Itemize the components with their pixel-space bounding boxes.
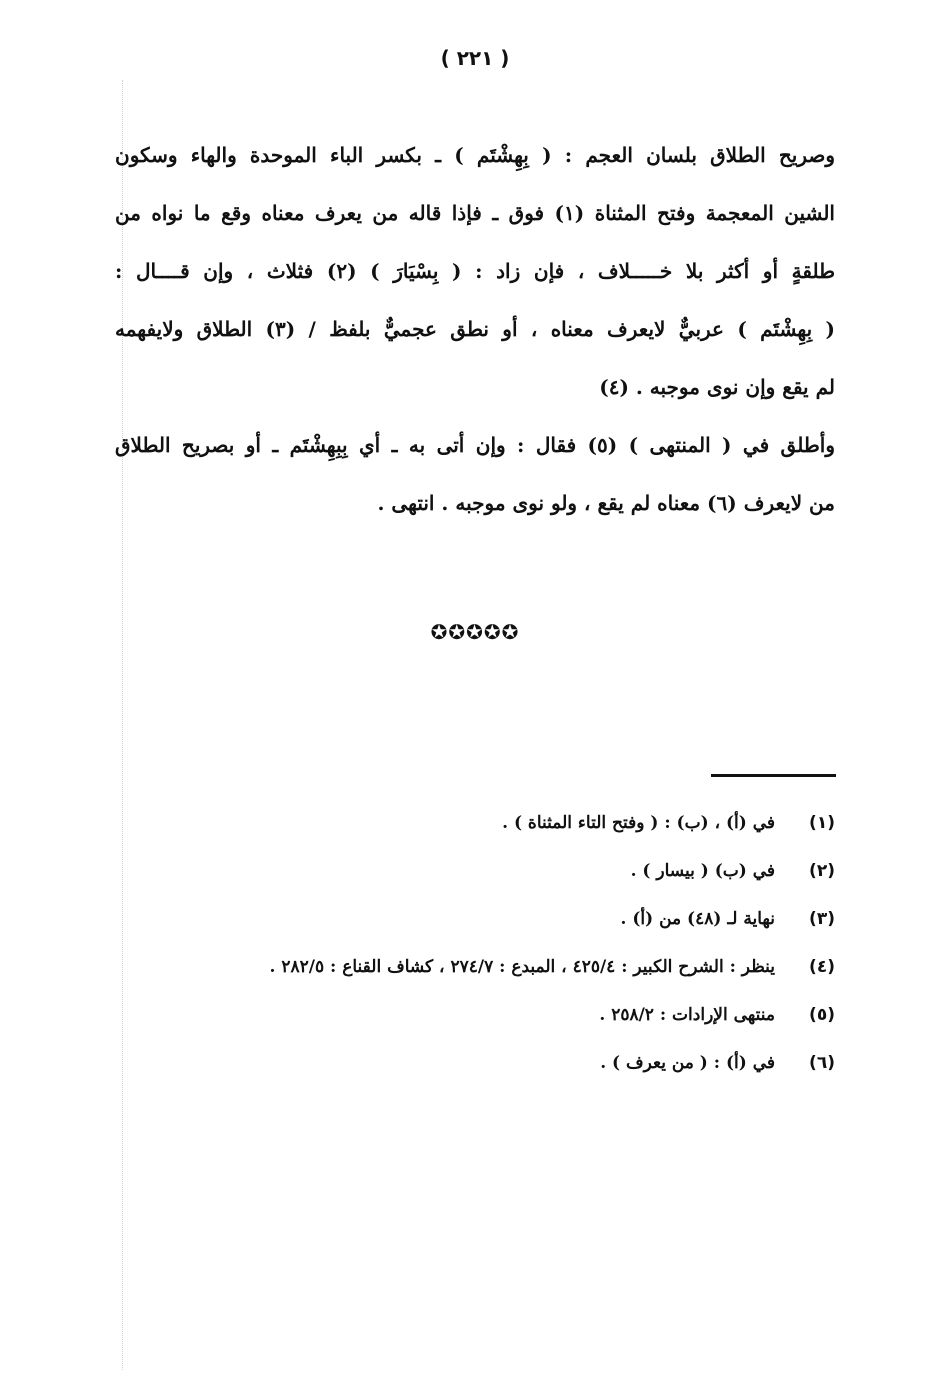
footnote-text: منتهى الإرادات : ٢٥٨/٢ . [599, 1005, 775, 1025]
footnote-separator [711, 774, 836, 777]
body-line: وصريح الطلاق بلسان العجم : ( بِهِشْتَم ) ـ بكسر الباء الموحدة والهاء وسكون [115, 143, 835, 167]
footnote-item [115, 1048, 835, 1096]
footnotes-list [115, 808, 835, 1096]
body-line: طلقةٍ أو أكثر بلا خـــــلاف ، فإن زاد : ( بِسْيَارَ ) (٢) فثلاث ، وإن قــــال : [115, 259, 836, 283]
footnote-text: في (أ) : ( من يعرف ) . [600, 1053, 775, 1073]
footnote-text: نهاية لـ (٤٨) من (أ) . [620, 909, 775, 929]
footnote-item [115, 952, 835, 1000]
body-text [115, 126, 835, 532]
footnote-number: (٢) [809, 861, 835, 881]
footnote-number: (٣) [809, 909, 835, 929]
body-line: ( بِهِشْتَم ) عربيٌّ لايعرف معناه ، أو نطق عجميٌّ بلفظ / (٣) الطلاق ولايفهمه [115, 317, 835, 341]
footnote-item [115, 856, 835, 904]
footnote-text: في (أ) ، (ب) : ( وفتح التاء المثناة ) . [502, 813, 775, 833]
body-line: لم يقع وإن نوى موجبه . (٤) [599, 375, 835, 399]
footnote-number: (٦) [809, 1053, 835, 1073]
footnote-item [115, 904, 835, 952]
body-line: الشين المعجمة وفتح المثناة (١) فوق ـ فإذا قاله من يعرف معناه وقع ما نواه من [115, 201, 835, 225]
footnote-item [115, 1000, 835, 1048]
footnote-text: ينظر : الشرح الكبير : ٤٢٥/٤ ، المبدع : ٢٧٤/٧ ، كشاف القناع : ٢٨٢/٥ . [269, 957, 775, 977]
footnote-item [115, 808, 835, 856]
section-ornament: ✪✪✪✪✪ [430, 620, 520, 644]
footnote-number: (١) [809, 813, 835, 833]
footnote-number: (٤) [809, 957, 835, 977]
page-number: ( ٢٢١ ) [440, 46, 510, 70]
footnote-text: في (ب) ( بيسار ) . [630, 861, 775, 881]
footnote-number: (٥) [809, 1005, 835, 1025]
body-line: من لايعرف (٦) معناه لم يقع ، ولو نوى موجبه . انتهى . [377, 491, 835, 515]
body-line: وأطلق في ( المنتهى ) (٥) فقال : وإن أتى به ـ أي بِبِهِشْتَم ـ أو بصريح الطلاق [115, 433, 835, 457]
